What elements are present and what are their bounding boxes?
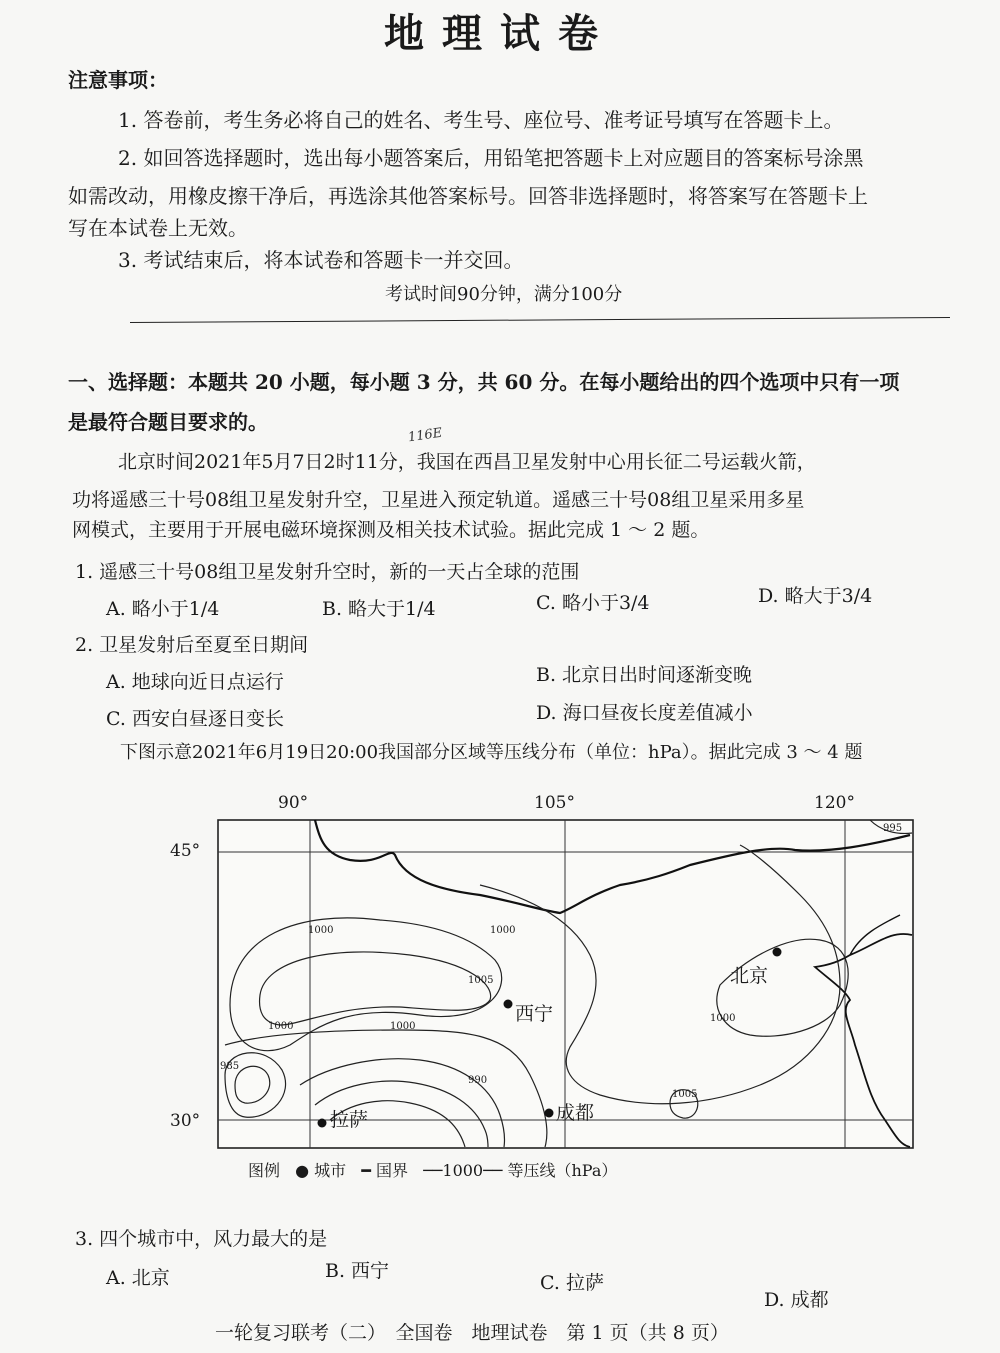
legend-city: 城市 [314,1161,347,1180]
question-3-option-d: D. 成都 [764,1289,829,1311]
instruction-3: 3. 考试结束后，将本试卷和答题卡一并交回。 [118,248,524,272]
map-canvas [150,785,930,1205]
city-label-lhasa: 拉萨 [330,1109,369,1131]
question-1-option-d: D. 略大于3/4 [758,585,873,607]
instruction-2-cont: 如需改动，用橡皮擦干净后，再选涂其他答案标号。回答非选择题时，将答案写在答题卡上 [68,184,868,208]
instruction-1: 1. 答卷前，考生务必将自己的姓名、考生号、座位号、准考证号填写在答题卡上。 [118,108,844,132]
section-one-heading-cont: 是最符合题目要求的。 [68,410,268,434]
city-label-chengdu: 成都 [556,1102,595,1124]
isobar-label: 1000 [490,925,516,936]
passage-1-line-1: 北京时间2021年5月7日2时11分，我国在西昌卫星发射中心用长征二号运载火箭， [118,451,816,473]
notice-heading: 注意事项： [68,68,168,92]
isobar-label: 1000 [710,1013,736,1024]
city-dot-lhasa [318,1119,327,1128]
section-one-heading: 一、选择题：本题共 20 小题，每小题 3 分，共 60 分。在每小题给出的四个选项中只有一项 [68,370,900,394]
question-1-stem: 1. 遥感三十号08组卫星发射升空时，新的一天占全球的范围 [75,561,580,583]
lon-label-90: 90° [278,793,309,813]
instruction-2-end: 写在本试卷上无效。 [68,216,248,240]
legend-city-icon: ● [295,1161,310,1180]
question-1-option-a: A. 略小于1/4 [106,598,220,620]
question-3-stem: 3. 四个城市中，风力最大的是 [75,1228,328,1250]
map-legend [248,1158,617,1181]
question-3-option-c: C. 拉萨 [540,1272,604,1294]
isobar-label: 1005 [672,1089,698,1100]
legend-border: 国界 [376,1161,409,1180]
isobar-label: 1005 [468,975,494,986]
question-2-option-c: C. 西安白昼逐日变长 [106,708,284,730]
isobar-label: 1000 [268,1021,294,1032]
legend-border-icon: ━ [361,1161,371,1180]
question-3-option-b: B. 西宁 [325,1260,390,1282]
lat-label-30: 30° [170,1111,201,1131]
instruction-2: 2. 如回答选择题时，选出每小题答案后，用铅笔把答题卡上对应题目的答案标号涂黑 [118,146,864,170]
legend-isobar-icon: ── [483,1161,503,1180]
page-footer: 一轮复习联考（二） 全国卷 地理试卷 第 1 页（共 8 页） [215,1322,729,1344]
exam-time: 考试时间90分钟，满分100分 [385,284,623,305]
city-dot-xining [504,1000,513,1009]
legend-isobar-value: 1000 [442,1161,484,1180]
passage-1-line-2: 功将遥感三十号08组卫星发射升空，卫星进入预定轨道。遥感三十号08组卫星采用多星 [72,489,805,511]
lon-label-120: 120° [814,793,855,813]
question-2-option-b: B. 北京日出时间逐渐变晚 [536,664,753,686]
legend-title: 图例 [248,1161,281,1180]
city-dot-chengdu [545,1109,554,1118]
question-2-option-d: D. 海口昼夜长度差值减小 [536,702,753,724]
question-1-option-b: B. 略大于1/4 [322,598,436,620]
handwritten-note: 116E [407,425,444,446]
isobar-label: 1000 [308,925,334,936]
question-2-stem: 2. 卫星发射后至夏至日期间 [75,634,309,656]
question-2-option-a: A. 地球向近日点运行 [106,671,284,693]
question-3-option-a: A. 北京 [106,1267,170,1289]
passage-1-line-3: 网模式，主要用于开展电磁环境探测及相关技术试验。据此完成 1 ～ 2 题。 [72,519,710,541]
isobar-label: 995 [883,823,903,834]
isobar-label: 990 [468,1075,488,1086]
legend-isobar: 等压线（hPa） [507,1161,618,1180]
header-divider [130,317,950,323]
passage-2: 下图示意2021年6月19日20:00我国部分区域等压线分布（单位：hPa）。据此完成 3 ～ 4 题 [120,742,863,763]
city-dot-beijing [773,948,782,957]
isobar-map [150,785,930,1205]
legend-isobar-icon: ── [423,1161,443,1180]
lon-label-105: 105° [534,793,575,813]
isobar-label: 1000 [390,1021,416,1032]
question-1-option-c: C. 略小于3/4 [536,592,650,614]
city-label-beijing: 北京 [730,965,769,987]
isobar-label: 985 [220,1061,240,1072]
city-label-xining: 西宁 [515,1003,554,1025]
lat-label-45: 45° [170,841,201,861]
page-title: 地理试卷 [384,10,616,57]
